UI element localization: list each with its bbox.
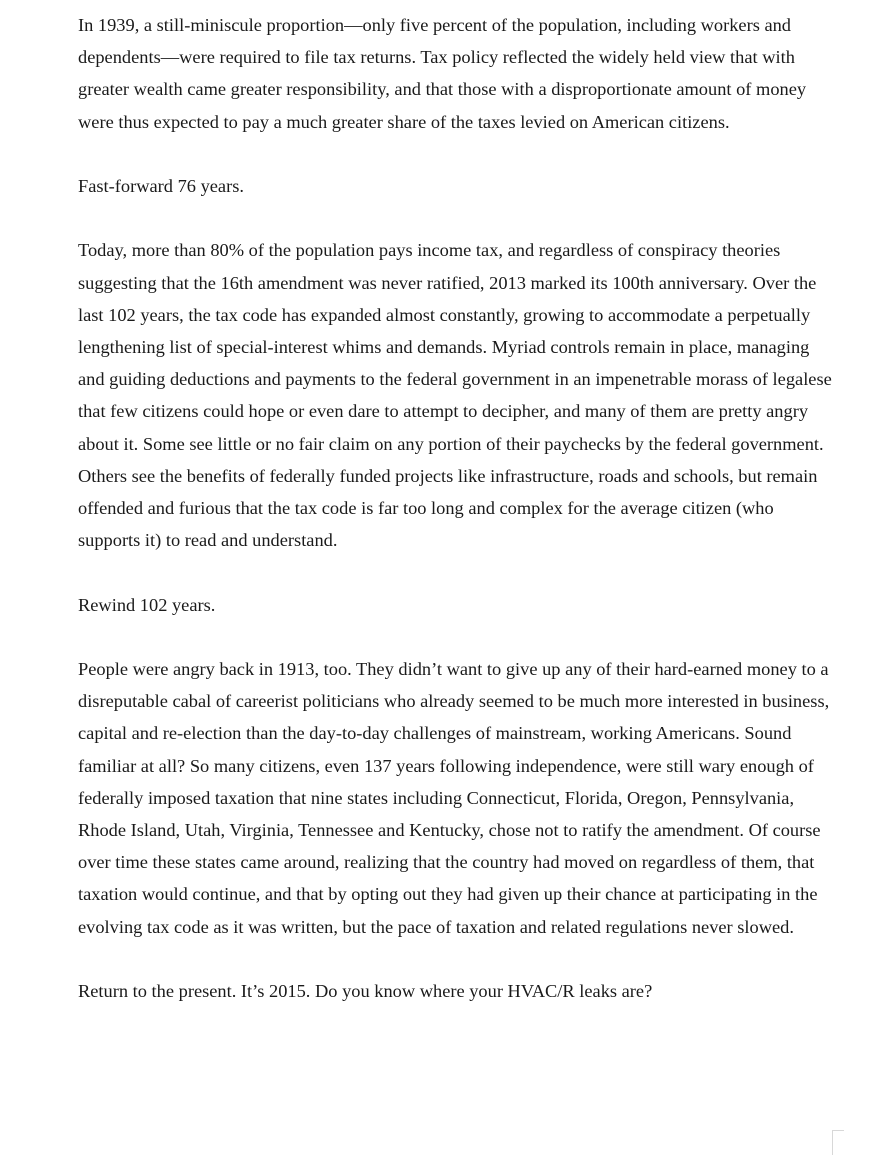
paragraph-today: Today, more than 80% of the population pays income tax, and regardless of conspiracy theories suggesting that the 16th amendment was never ratified, 2013 marked its 100th anniversary. Over the last 102 years, the tax code has expanded almost constantly, growing to accommodate a perpetually lengthening list of special-interest whims and demands. Myriad controls remain in place, managing and guiding deductions and payments to the federal government in an impenetrable morass of legalese that few citizens could hope or even dare to attempt to decipher, and many of them are pretty angry about it. Some see little or no fair claim on any portion of their paychecks by the federal government. Others see the benefits of federally funded projects like infrastructure, roads and schools, but remain offended and furious that the tax code is far too long and complex for the average citizen (who supports it) to read and understand. <box>78 240 832 551</box>
paragraph-present: Return to the present. It’s 2015. Do you know where your HVAC/R leaks are? <box>78 981 653 1002</box>
scroll-corner-indicator <box>832 1130 844 1155</box>
paragraph-rewind: Rewind 102 years. <box>78 594 216 615</box>
paragraph-fast-forward: Fast-forward 76 years. <box>78 176 244 196</box>
paragraph-1913: People were angry back in 1913, too. They didn’t want to give up any of their hard-earned money to a disreputable cabal of careerist politicians who already seemed to be much more interested in business, capital and re-election than the day-to-day challenges of mainstream, working Americans. Sound familiar at all? So many citizens, even 137 years following independence, were still wary enough of federally imposed taxation that nine states including Connecticut, Florida, Oregon, Pennsylvania, Rhode Island, Utah, Virginia, Tennessee and Kentucky, chose not to ratify the amendment. Of course over time these states came around, realizing that the country had moved on regardless of them, that taxation would continue, and that by opting out they had given up their chance at participating in the evolving tax code as it was written, but the pace of taxation and related regulations never slowed. <box>78 659 830 937</box>
article-body <box>78 9 838 1039</box>
paragraph-1939: In 1939, a still-miniscule proportion—only five percent of the population, including workers and dependents—were required to file tax returns. Tax policy reflected the widely held view that with greater wealth came greater responsibility, and that those with a disproportionate amount of money were thus expected to pay a much greater share of the taxes levied on American citizens. <box>78 15 807 132</box>
